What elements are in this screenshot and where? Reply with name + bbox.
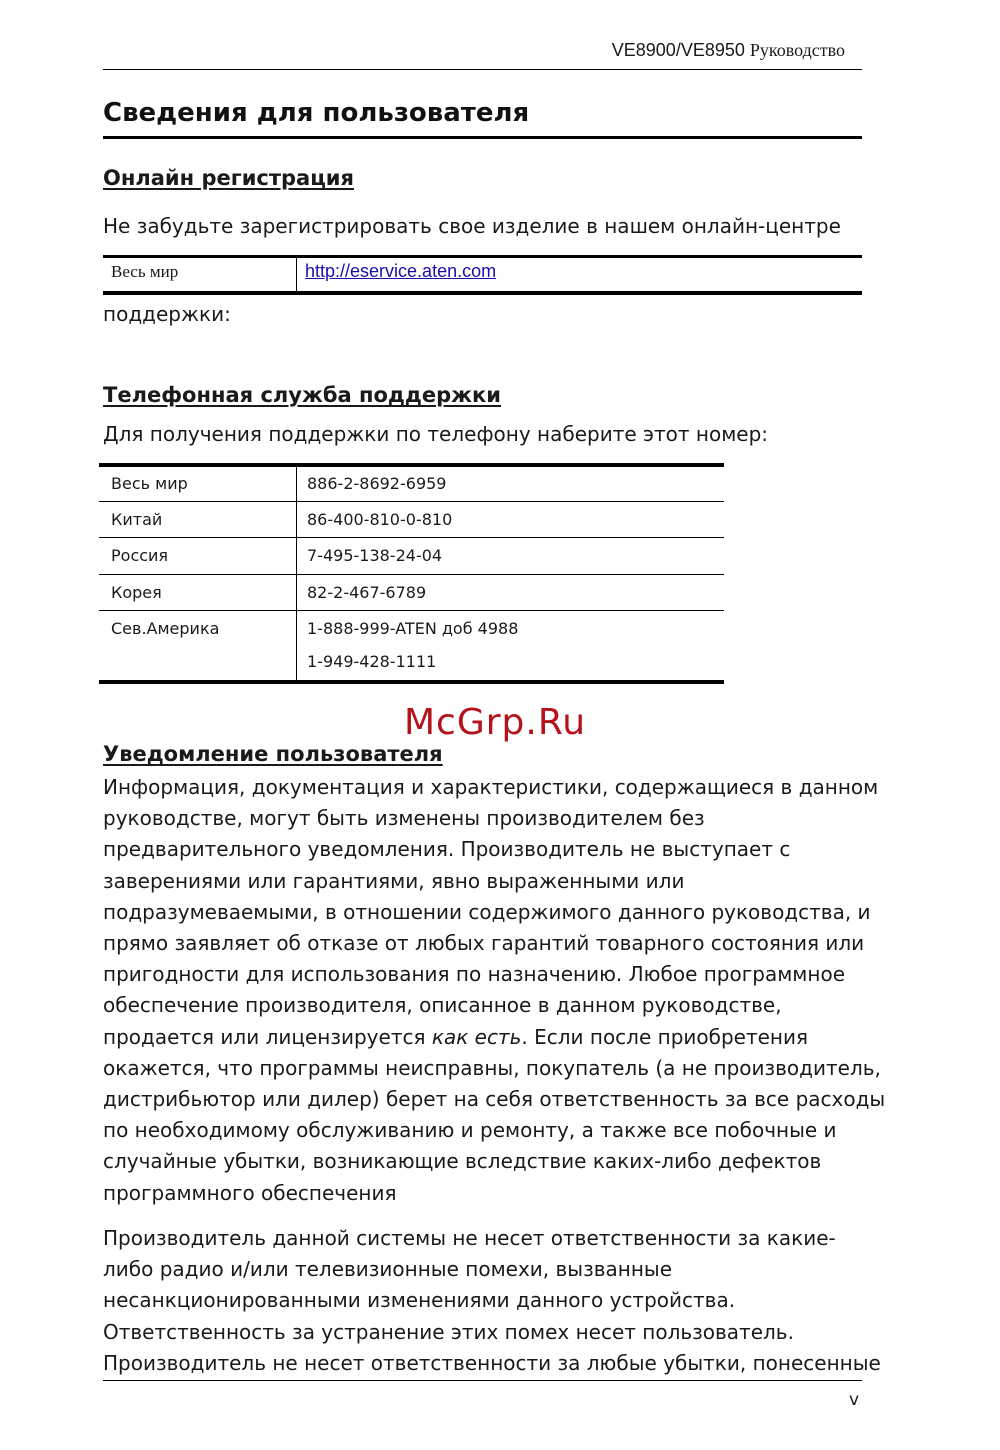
online-tail: поддержки: — [103, 302, 231, 326]
phone-table-bottom-rule — [99, 680, 724, 684]
phone-region: Китай — [111, 510, 163, 529]
phone-number: 82-2-467-6789 — [307, 583, 427, 602]
text-line: по необходимому обслуживанию и ремонту, а также все побочные и — [103, 1118, 837, 1143]
header-title: Руководство — [749, 40, 845, 60]
phone-number: 86-400-810-0-810 — [307, 510, 453, 529]
page-title: Сведения для пользователя — [103, 98, 530, 128]
online-table-divider — [296, 258, 297, 291]
phone-region: Корея — [111, 583, 162, 602]
text-line: программного обеспечения — [103, 1180, 397, 1205]
text-line: обеспечение производителя, описанное в данном руководстве, — [103, 993, 782, 1018]
phone-region: Весь мир — [111, 474, 188, 493]
footer-rule — [103, 1380, 862, 1381]
online-registration-heading: Онлайн регистрация — [103, 166, 354, 190]
online-region: Весь мир — [111, 262, 179, 281]
header-rule — [103, 69, 862, 70]
phone-table — [99, 463, 724, 684]
header-model: VE8900/VE8950 — [611, 40, 745, 60]
page-number: v — [849, 1390, 860, 1410]
phone-number: 7-495-138-24-04 — [307, 546, 443, 565]
text-line: Производитель данной системы не несет ответственности за какие- — [103, 1226, 836, 1250]
title-rule — [103, 136, 862, 139]
online-table-top-rule — [103, 255, 862, 258]
phone-region: Сев.Америка — [111, 619, 220, 638]
text-line — [103, 1022, 873, 1053]
text-line: Ответственность за устранение этих помех несет пользователь. — [103, 1319, 794, 1344]
eservice-link[interactable]: http://eservice.aten.com — [305, 261, 497, 281]
phone-number-alt: 1-949-428-1111 — [307, 652, 437, 671]
online-table — [103, 255, 862, 295]
phone-region: Россия — [111, 546, 169, 565]
row-rule — [99, 537, 724, 538]
text-line: пригодности для использования по назначению. Любое программное — [103, 962, 845, 987]
text-segment: . Если после приобретения — [521, 1024, 809, 1049]
running-header — [560, 40, 845, 61]
phone-number: 886-2-8692-6959 — [307, 474, 447, 493]
text-line: Производитель не несет ответственности за любые убытки, понесенные — [103, 1350, 881, 1375]
user-notice-heading: Уведомление пользователя — [103, 742, 443, 766]
text-segment: продается или лицензируется — [103, 1024, 432, 1049]
online-intro: Не забудьте зарегистрировать свое изделие в нашем онлайн-центре — [103, 214, 841, 238]
text-line: руководстве, могут быть изменены производителем без — [103, 806, 705, 831]
phone-support-heading: Телефонная служба поддержки — [103, 383, 501, 407]
text-line: дистрибьютор или дилер) берет на себя ответственность за все расходы — [103, 1087, 886, 1112]
phone-number: 1-888-999-ATEN доб 4988 — [307, 619, 519, 638]
text-line: подразумеваемыми, в отношении содержимого данного руководства, и — [103, 899, 871, 924]
row-rule — [99, 501, 724, 502]
italic-as-is: как есть — [431, 1024, 522, 1049]
online-table-bottom-rule — [103, 291, 862, 295]
notice-paragraph-2 — [103, 1223, 881, 1379]
phone-intro: Для получения поддержки по телефону наберите этот номер: — [103, 422, 769, 446]
text-line: Информация, документация и характеристики, содержащиеся в данном — [103, 775, 879, 799]
text-line: прямо заявляет об отказе от любых гарантий товарного состояния или — [103, 931, 865, 956]
row-rule — [99, 610, 724, 611]
text-line: либо радио и/или телевизионные помехи, вызванные — [103, 1257, 673, 1282]
notice-paragraph-1 — [103, 772, 886, 1209]
watermark: McGrp.Ru — [404, 702, 587, 743]
text-line: случайные убытки, возникающие вследствие каких-либо дефектов — [103, 1149, 822, 1174]
phone-table-top-rule — [99, 463, 724, 467]
text-line: заверениями или гарантиями, явно выраженными или — [103, 868, 685, 893]
row-rule — [99, 574, 724, 575]
text-line: несанкционированными изменениями данного устройства. — [103, 1288, 736, 1313]
text-line: окажется, что программы неисправны, покупатель (а не производитель, — [103, 1055, 881, 1080]
text-line: предварительного уведомления. Производитель не выступает с — [103, 837, 791, 862]
